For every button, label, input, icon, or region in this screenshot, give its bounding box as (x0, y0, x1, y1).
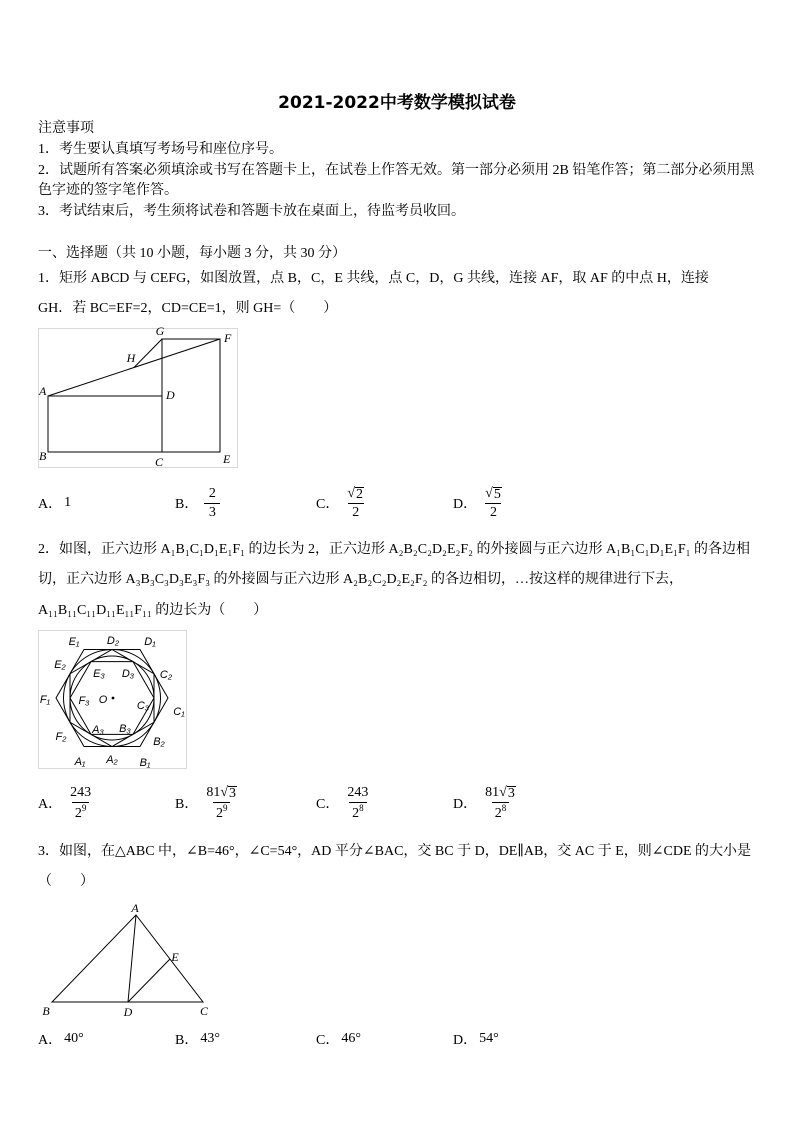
denominator-exponent: 8 (501, 802, 507, 813)
label-c: C (154, 455, 164, 469)
label-a2: A₂ (106, 754, 118, 766)
notice-line-1: 1．考生要认真填写考场号和座位序号。 (38, 142, 283, 157)
radicand: 5 (493, 486, 501, 502)
numerator-value: 243 (347, 784, 369, 800)
label-o: O (98, 694, 108, 706)
label-d1: D₁ (144, 636, 156, 648)
option-letter: D． (453, 797, 478, 812)
q1-option-d (453, 483, 504, 523)
label-b: B (39, 449, 47, 463)
label-d: D (166, 388, 175, 402)
label-e: E (223, 452, 231, 466)
q1-figure-rectangles (38, 324, 238, 470)
option-letter: C． (316, 797, 340, 812)
label-f1: F₁ (39, 694, 51, 706)
fraction-denominator (213, 802, 231, 822)
label-g: G (155, 324, 165, 338)
fraction-numerator (68, 785, 93, 802)
notice-line-2: 2．试题所有答案必须填涂或书写在答题卡上，在试卷上作答无效。第一部分必须用 2B 铅笔作答；第二部分必须用黑 (38, 163, 755, 178)
fraction-denominator (349, 802, 367, 822)
option-letter: D． (453, 497, 478, 512)
denominator-exponent: 8 (359, 802, 364, 813)
label-e1: E₁ (68, 636, 80, 648)
q3-text-line-2: （ ） (38, 874, 94, 889)
q3-option-a (38, 1019, 84, 1059)
fraction-numerator (204, 785, 239, 802)
label-h: H (126, 351, 136, 365)
q2-text-line-3: A₁₁B₁₁C₁₁D₁₁E₁₁F₁₁ 的边长为（ ） (38, 603, 268, 618)
radicand: 2 (356, 486, 364, 502)
section-heading: 一、选择题（共 10 小题，每小题 3 分，共 30 分） (38, 246, 346, 261)
label-b: B (42, 1004, 50, 1018)
denominator-value: 2 (489, 504, 497, 520)
q1-text-line-2: GH．若 BC=EF=2，CD=CE=1，则 GH=（ ） (38, 301, 338, 316)
q3-option-c (316, 1019, 361, 1059)
label-b3: B₃ (119, 723, 131, 735)
option-letter: B． (175, 797, 199, 812)
denominator-exponent: 9 (81, 802, 87, 813)
sqrt-sign: √ (485, 485, 493, 501)
center-point (112, 697, 115, 700)
q2-text-line-2: 切，正六边形 A₃B₃C₃D₃E₃F₃ 的外接圆与正六边形 A₂B₂C₂D₂E₂F₂ 的各边相切，…按这样的规律进行下去， (38, 572, 684, 587)
denominator-value: 2 (494, 805, 502, 821)
q1-option-a (38, 483, 71, 523)
option-letter: B． (175, 497, 199, 512)
q1-option-c (316, 483, 366, 523)
sqrt-sign: √ (347, 485, 356, 501)
label-b1: B₁ (139, 757, 151, 769)
q2-option-d (453, 783, 518, 823)
fraction-denominator (348, 503, 364, 521)
segment-de (128, 959, 170, 1002)
q3-option-d (453, 1019, 499, 1059)
fraction-numerator (483, 785, 518, 802)
fraction-denominator (485, 503, 501, 521)
label-c3: C₃ (136, 700, 150, 712)
rectangle-abcd (48, 396, 162, 452)
q3-option-b (175, 1019, 220, 1059)
radicand: 3 (507, 785, 515, 801)
label-f: F (224, 331, 232, 345)
fraction-denominator (204, 503, 220, 521)
option-value: 46° (341, 1031, 361, 1046)
label-f3: F₃ (78, 695, 90, 707)
option-letter: A． (38, 1033, 63, 1048)
label-d3: D₃ (121, 668, 135, 680)
option-fraction (68, 785, 93, 822)
q2-option-b (175, 783, 239, 823)
q2-text-line-1: 2．如图，正六边形 A₁B₁C₁D₁E₁F₁ 的边长为 2，正六边形 A₂B₂C₂D₂E₂F₂ 的外接圆与正六边形 A₁B₁C₁D₁E₁F₁ 的各边相 (38, 542, 751, 557)
label-a3: A₃ (92, 724, 104, 736)
figure-frame (39, 329, 238, 468)
label-a: A (39, 384, 47, 398)
label-e: E (171, 950, 179, 964)
option-letter: A． (38, 797, 63, 812)
label-b2: B₂ (153, 736, 165, 748)
label-a1: A₁ (74, 756, 86, 768)
label-c1: C₁ (173, 706, 185, 718)
fraction-numerator (207, 486, 218, 503)
notice-heading: 注意事项 (38, 121, 94, 136)
numerator-value: 2 (208, 485, 216, 501)
label-d2: D₂ (106, 635, 120, 647)
option-fraction (204, 785, 239, 822)
notice-line-2-cont: 色字迹的签字笔作答。 (38, 183, 178, 198)
option-value: 40° (64, 1031, 84, 1046)
label-c: C (199, 1004, 209, 1018)
fraction-numerator (483, 486, 504, 503)
label-a: A (131, 901, 139, 915)
option-letter: D． (453, 1033, 478, 1048)
option-fraction (483, 486, 504, 521)
denominator-exponent: 9 (222, 802, 228, 813)
label-e3: E₃ (93, 668, 105, 680)
numerator-value: 81 (206, 784, 221, 800)
fraction-numerator (345, 486, 366, 503)
numerator-value: 81 (485, 784, 500, 800)
option-fraction (345, 785, 370, 822)
option-letter: C． (316, 1033, 340, 1048)
fraction-numerator (345, 785, 370, 802)
option-letter: B． (175, 1033, 199, 1048)
q2-option-a (38, 783, 93, 823)
option-fraction (483, 785, 518, 822)
q1-text-line-1: 1．矩形 ABCD 与 CEFG，如图放置，点 B，C，E 共线，点 C，D，G 共线，连接 AF，取 AF 的中点 H，连接 (38, 271, 709, 286)
sqrt-sign: √ (499, 784, 507, 800)
option-fraction (204, 486, 220, 521)
option-value: 1 (64, 495, 72, 510)
denominator-value: 2 (352, 504, 360, 520)
fraction-denominator (72, 802, 90, 822)
numerator-value: 243 (70, 784, 92, 800)
fraction-denominator (492, 802, 510, 822)
q2-option-c (316, 783, 370, 823)
triangle-abc (52, 915, 203, 1002)
denominator-value: 3 (208, 504, 216, 520)
option-letter: A． (38, 497, 63, 512)
q3-figure-triangle (38, 898, 218, 1022)
denominator-value: 2 (215, 805, 223, 821)
label-c2: C₂ (159, 669, 173, 681)
option-value: 54° (479, 1031, 499, 1046)
radicand: 3 (229, 785, 237, 801)
label-d: D (123, 1005, 133, 1019)
notice-line-3: 3．考试结束后，考生须将试卷和答题卡放在桌面上，待监考员收回。 (38, 204, 465, 219)
page-title: 2021-2022中考数学模拟试卷 (278, 93, 516, 113)
q1-option-b (175, 483, 220, 523)
option-value: 43° (200, 1031, 220, 1046)
q2-figure-hexagons (38, 628, 188, 770)
denominator-value: 2 (74, 805, 82, 821)
sqrt-sign: √ (220, 784, 229, 800)
denominator-value: 2 (352, 805, 360, 821)
segment-ad (128, 915, 136, 1002)
q3-text-line-1: 3．如图，在△ABC 中，∠B=46°，∠C=54°，AD 平分∠BAC，交 BC 于 D，DE∥AB，交 AC 于 E，则∠CDE 的大小是 (38, 844, 752, 859)
option-letter: C． (316, 497, 340, 512)
label-f2: F₂ (55, 731, 67, 743)
option-fraction (345, 486, 366, 521)
label-e2: E₂ (54, 659, 66, 671)
